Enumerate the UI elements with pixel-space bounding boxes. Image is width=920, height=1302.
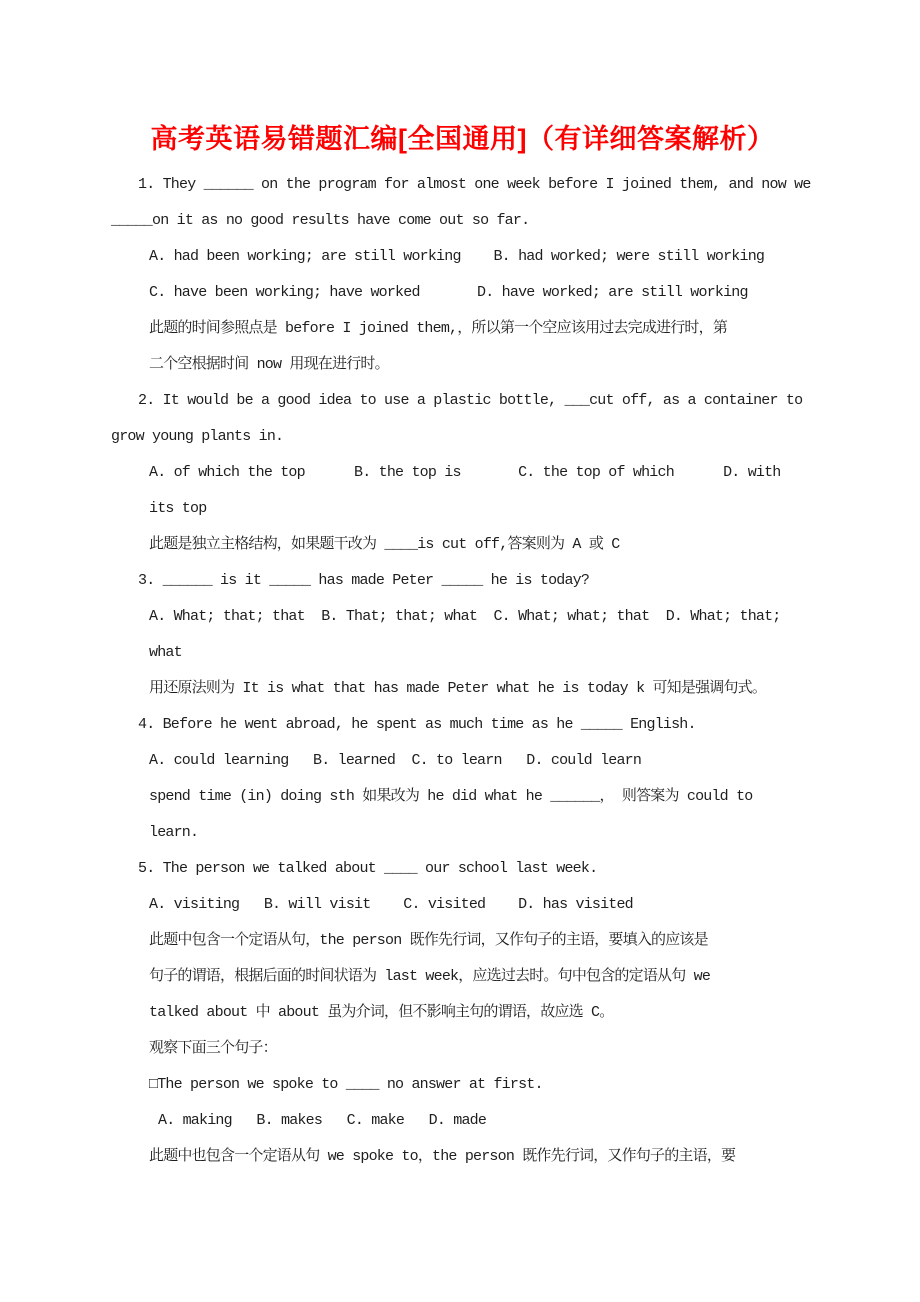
text-line: 用还原法则为 It is what that has made Peter what he is today k 可知是强调句式。 [149, 680, 767, 697]
text-line: what [149, 644, 182, 661]
text-line: 此题的时间参照点是 before I joined them,，所以第一个空应该用过去完成进行时，第 [149, 320, 728, 337]
text-line: 此题中包含一个定语从句，the person 既作先行词，又作句子的主语，要填入的应该是 [149, 932, 708, 949]
text-line: 1. They ______ on the program for almost one week before I joined them, and now we [138, 176, 811, 193]
text-line: talked about 中 about 虽为介词，但不影响主句的谓语，故应选 C。 [149, 1004, 614, 1021]
text-line: 3. ______ is it _____ has made Peter _____ he is today? [138, 572, 590, 589]
text-line: 此题中也包含一个定语从句 we spoke to，the person 既作先行词，又作句子的主语，要 [149, 1148, 736, 1165]
text-line: 句子的谓语，根据后面的时间状语为 last week，应选过去时。句中包含的定语从句 we [149, 968, 711, 985]
text-line: 观察下面三个句子： [149, 1040, 277, 1057]
text-line: 5. The person we talked about ____ our school last week. [138, 860, 598, 877]
text-line: 2. It would be a good idea to use a plastic bottle, ___cut off, as a container to [138, 392, 803, 409]
text-line: A. had been working; are still working B. had worked; were still working [149, 248, 765, 265]
text-line: 此题是独立主格结构，如果题干改为 ____is cut off,答案则为 A 或 C [149, 536, 620, 553]
document-body [111, 175, 814, 1183]
text-line: 4. Before he went abroad, he spent as much time as he _____ English. [138, 716, 696, 733]
text-line: A. of which the top B. the top is C. the top of which D. with [149, 464, 781, 481]
document-title: 高考英语易错题汇编[全国通用]（有详细答案解析） [150, 124, 775, 154]
text-line: □The person we spoke to ____ no answer at first. [149, 1076, 543, 1093]
text-line: its top [149, 500, 207, 517]
text-line: learn. [149, 824, 199, 841]
text-line: grow young plants in. [111, 428, 284, 445]
text-line: spend time (in) doing sth 如果改为 he did what he ______， 则答案为 could to [149, 788, 753, 805]
text-line: A. visiting B. will visit C. visited D. has visited [149, 896, 633, 913]
text-line: A. could learning B. learned C. to learn D. could learn [149, 752, 642, 769]
text-line: 二个空根据时间 now 用现在进行时。 [149, 356, 389, 373]
text-line: _____on it as no good results have come out so far. [111, 212, 530, 229]
text-line: A. making B. makes C. make D. made [158, 1112, 487, 1129]
text-line: A. What; that; that B. That; that; what C. What; what; that D. What; that; [149, 608, 781, 625]
text-line: C. have been working; have worked D. have worked; are still working [149, 284, 748, 301]
